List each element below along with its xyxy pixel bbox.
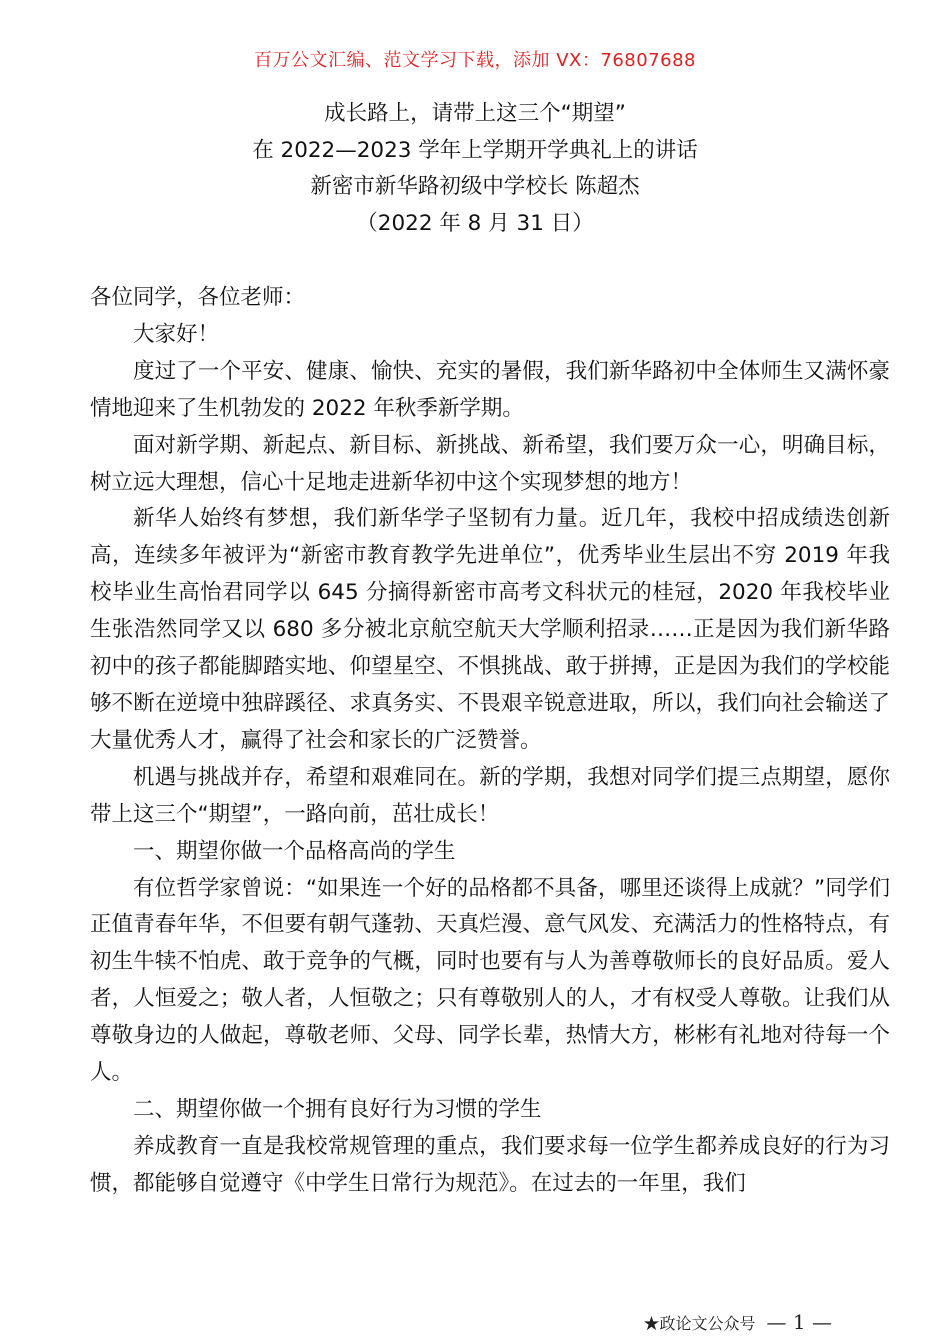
paragraph: 面对新学期、新起点、新目标、新挑战、新希望，我们要万众一心，明确目标，树立远大理想，信心十足地走进新华初中这个实现梦想的地方！ — [90, 432, 890, 495]
speech-date: （2022 年 8 月 31 日） — [356, 210, 594, 236]
section-heading: 二、期望你做一个拥有良好行为习惯的学生 — [133, 1096, 542, 1122]
page-number: — 1 — — [766, 1310, 832, 1334]
paragraph: 机遇与挑战并存，希望和艰难同在。新的学期，我想对同学们提三点期望，愿你带上这三个“期望”，一路向前，茁壮成长！ — [90, 764, 890, 827]
page-footer — [643, 1310, 832, 1334]
paragraph: 度过了一个平安、健康、愉快、充实的暑假，我们新华路初中全体师生又满怀豪情地迎来了生机勃发的 2022 年秋季新学期。 — [90, 358, 890, 421]
speech-body — [90, 280, 890, 1203]
paragraph: 新华人始终有梦想，我们新华学子坚韧有力量。近几年，我校中招成绩迭创新高，连续多年被评为“新密市教育教学先进单位”，优秀毕业生层出不穷 2019 年我校毕业生高怡君同学以 645 分摘得新密市高考文科状元的桂冠，2020 年我校毕业生张浩然同学又以 680 多分被北京航空航天大学顺利招录……正是因为我们新华路初中的孩子都能脚踏实地、仰望星空、不惧挑战、敢于拼搏，正是因为我们的学校能够不断在逆境中独辟蹊径、求真务实、不畏艰辛锐意进取，所以，我们向社会输送了大量优秀人才，赢得了社会和家长的广泛赞誉。 — [90, 506, 890, 753]
header-banner: 百万公文汇编、范文学习下载，添加 VX：76807688 — [254, 50, 696, 71]
salutation: 各位同学，各位老师： — [90, 285, 306, 310]
greeting: 大家好！ — [133, 321, 220, 347]
speech-title: 成长路上，请带上这三个“期望” — [324, 101, 626, 126]
paragraph: 有位哲学家曾说：“如果连一个好的品格都不具备，哪里还谈得上成就？”同学们正值青春年华，不但要有朝气蓬勃、天真烂漫、意气风发、充满活力的性格特点，有初生牛犊不怕虎、敢于竞争的气概，同时也要有与人为善尊敬师长的良好品质。爱人者，人恒爱之；敬人者，人恒敬之；只有尊敬别人的人，才有权受人尊敬。让我们从尊敬身边的人做起，尊敬老师、父母、同学长辈，热情大方，彬彬有礼地对待每一个人。 — [90, 875, 890, 1086]
speech-occasion: 在 2022—2023 学年上学期开学典礼上的讲话 — [252, 137, 698, 163]
section-heading: 一、期望你做一个品格高尚的学生 — [133, 838, 456, 864]
paragraph: 养成教育一直是我校常规管理的重点，我们要求每一位学生都养成良好的行为习惯，都能够自觉遵守《中学生日常行为规范》。在过去的一年里，我们 — [90, 1133, 890, 1196]
footer-source: ★政论文公众号 — [643, 1314, 756, 1333]
title-block — [0, 96, 950, 242]
speaker-line: 新密市新华路初级中学校长 陈超杰 — [310, 174, 640, 199]
